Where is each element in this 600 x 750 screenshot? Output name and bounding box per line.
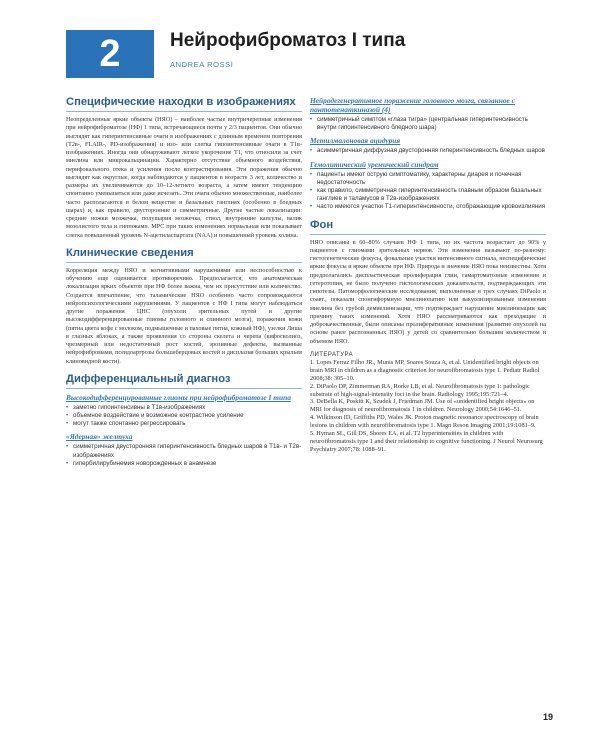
list-item: • симметричный симптом «глаза тигра» (центральная гиперинтенсивность внутри гипоинтенсивного бледного шара) <box>310 116 546 132</box>
diff-group-title: «Ядерная» желтуха <box>66 432 133 442</box>
list-item: • заметно гипоинтенсивны в T1в-изображениях <box>66 404 302 412</box>
reference-item: 5. Hyman SL, Gill DS, Shores EA, et al. T2 hyperintensities in children with neurofibromatosis type 1 and their relationship to cognitive functioning. J Neurol Neurosurg Psychiatry 2007;78: 1088–91. <box>310 430 543 453</box>
chapter-author: ANDREA ROSSI <box>170 60 234 69</box>
diff-group-list <box>310 116 546 132</box>
imaging-heading: Специфические находки в изображениях <box>66 96 302 112</box>
diff-group-title: Гемолитический уремический синдром <box>310 159 439 169</box>
reference-item: 3. DeBella K, Poskitt K, Szudek J, Friedman JM. Use of «unidentified bright objects» on MRI for diagnosis of neurofibromatosis 1 in children. Neurology 2000;54:1646–51. <box>310 398 535 414</box>
diff-group-list <box>66 443 302 468</box>
reference-item: 4. Wilkinson ID, Griffiths PD, Wales JK. Proton magnetic resonance spectroscopy of brain lesions in children with neurofibromatosis type 1. Magn Reson Imaging 2001;19:1081–9. <box>310 414 539 430</box>
list-item: • гипербилирубинемия новорожденных в анамнезе <box>66 460 302 468</box>
list-item: • как правило, симметричная гиперинтенсивность главным образом базальных ганглиев и таламусов в T2в-изображениях <box>310 187 546 203</box>
background-text: НЯО описаны в 60–80% случаев НФ 1 типа, но их частота возрастает до 90% у пациентов с глиомами зрительных нервов. Эти изменения называют по-разному: гистогенетические фокусы, фокальные участки интенсивного сигнала, неспецифические яркие фокусы и яркие объекты при НФ. Природа и значение НЯО пока неизвестны. Хотя предполагались диспластическая пролиферация глии, гамартоматозные изменения и гетеротопия, не было получено гистологических доказательств, подтверждающих эти гипотезы. Патоморфологические исследования, выполненные в трех случаях DiPaolo и соавт., показали спонгиформную миелинопатию или вакуолизированные изменения миелина без грубой демиелинизации, что подтверждает нарушение миелинизации как причину таких изменений. Хотя НЯО рассматриваются как преходящие и доброкачественные, были описаны пролиферативные изменения (развитие опухолей на основе ранее распознанных НЯО) у детей со сравнительно большим количеством и объемом НЯО. <box>310 238 546 345</box>
chapter-number: 2 <box>66 30 154 78</box>
reference-item: 1. Lopes Ferraz Filho JR., Munis MP, Soares Souza A, et al. Unidentified bright objects on brain MRI in children as a diagnostic criterion for neurofibromatosis type 1. Pediatr Radiol 2008;38: 305–10. <box>310 358 540 382</box>
list-item: • могут также спонтанно регрессировать <box>66 420 302 428</box>
diff-group-list <box>310 147 546 155</box>
differential-heading: Дифференциальный диагноз <box>66 373 302 389</box>
background-heading: Фон <box>310 219 546 235</box>
page-number: 19 <box>543 712 554 722</box>
list-item: • часто имеются участки T1-гиперинтенсивности, отображающие кровоизлияния <box>310 203 546 211</box>
left-column <box>66 96 302 468</box>
list-item: • асимметричная диффузная двусторонняя гиперинтенсивность бледных шаров <box>310 147 546 155</box>
reference-item: 2. DiPaolo DP, Zimmerman RA, Rorke LB, et al. Neurofibromatosis type 1: pathologic substrate of high-signal-intensity foci in the brain. Radiology 1995;195:721–4. <box>310 382 530 398</box>
right-column <box>310 96 546 454</box>
clinical-heading: Клинические сведения <box>66 247 302 263</box>
list-item: • объемное воздействие и возможное контрастное усиление <box>66 412 302 420</box>
clinical-text: Корреляция между НЯО и когнитивными нарушениями или неспособностью к обучению еще оценивается противоречиво. Предполагается, что анатомическая локализация ярких объектов при НФ более важна, чем их присутствие или количество. Создается впечатление, что таламические НЯО особенно часто сопровождаются нейропсихологическими нарушениями. У пациентов с НФ I типа могут наблюдаться другие поражения ЦНС (опухоли зрительных путей и другие высокодифференцированные глиомы головного и спинного мозга), поражения кожи (пятна цвета кофе с молоком, подмышечные и паховые пятна, кожный НФ), узелки Лиша в глазных яблоках, а также проявления со стороны скелета и черепа (кифосколиоз, чрезмерный или недостаточный рост костей, эрозивные дефекты, вызванные нейрофибромами, псевдоартрозы большеберцовых костей и дисплазия больших крыльев клиновидной кости). <box>66 266 302 365</box>
diff-group-title: Нейродегенеративное поражение головного мозга, связанное с пантотенаткиназой (4) <box>310 96 515 114</box>
list-item: • пациенты имеют острую симптоматику, характерны диарея и почечная недостаточность <box>310 171 546 187</box>
diff-group-list <box>66 404 302 429</box>
list-item: • симметричная двусторонняя гиперинтенсивность бледных шаров в T1в- и T2в-изображениях <box>66 443 302 459</box>
imaging-text: Неопределенные яркие объекты (НЯО) – наиболее частые внутричерепные изменения при нейрофиброматозе (НФ) 1 типа, встречающиеся почти у 2/3 пациентов. Они обычно выглядят как гиперинтенсивные очаги в изображениях с длинным временем повторения (T2в-, FLAIR-, PD-изображения) и изо- или слегка гипоинтенсивные очаги в T1в-изображениях. Иногда они обнаруживают легкое укорочение T1, что относили за счет миелина или микрокальцинации. Характерно отсутствие объемного воздействия, перифокального отека и усиления после контрастирования. Эти поражения обычно выглядят как округлые, когда наблюдаются у пациентов в возрасте 3 лет, количество и размеры их увеличиваются до 10–12-летнего возраста, а затем имеют тенденцию спонтанно уменьшаться или даже исчезать. Эти очаги обычно множественные, наиболее часто располагаются в белом веществе и базальных ганглиях (особенно в бледных шарах) и, как правило, двусторонние и симметричные. Другие частые локализации: средние ножки мозжечка, полушария мозжечка, ствол, внутренние капсулы, валик мозолистого тела и гиппокамп. МРС при таких изменениях нормальная или показывает слегка повышенный уровень N-ацетиласпартата (NAA) и повышенный уровень холина. <box>66 116 302 239</box>
literature-heading: ЛИТЕРАТУРА <box>310 351 354 358</box>
diff-group-title: Метилмалоновая ацидурия <box>310 136 401 146</box>
diff-group-list <box>310 171 546 212</box>
diff-group-title: Высокодифференцированные глиомы при нейрофиброматозе I типа <box>66 392 291 402</box>
chapter-title: Нейрофиброматоз I типа <box>170 30 406 51</box>
